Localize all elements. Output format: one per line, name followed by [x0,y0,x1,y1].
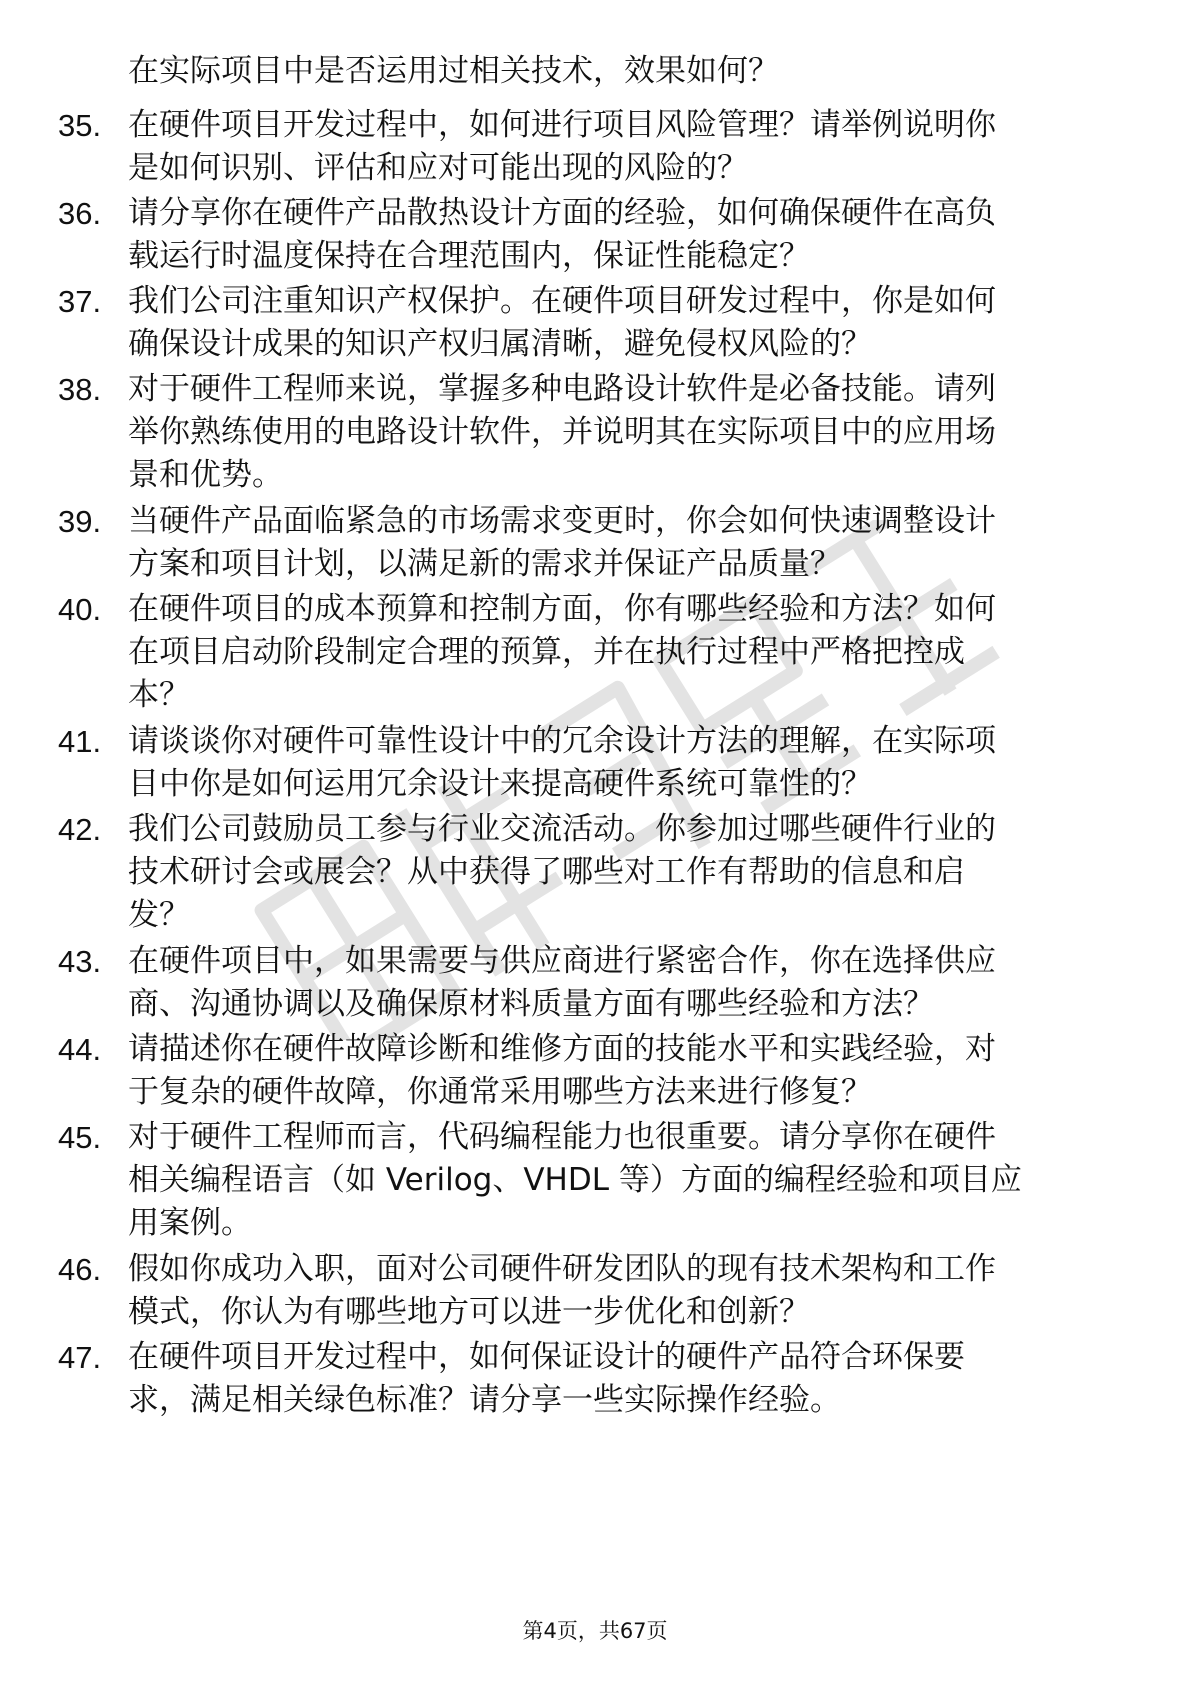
question-text [128,192,1138,278]
question-text [128,104,1138,190]
question-text-line: 本？ [128,677,190,713]
question-text [128,720,1138,806]
question-number: 38. [58,372,102,407]
question-text [128,1028,1138,1114]
question-text-line: 景和优势。 [128,457,283,493]
question-number: 47. [58,1340,102,1375]
question-text [128,280,1138,366]
question-text [128,808,1138,937]
question-number: 40. [58,592,102,627]
question-text-line: 技术研讨会或展会？从中获得了哪些对工作有帮助的信息和启 [128,854,965,890]
question-number: 45. [58,1120,102,1155]
question-text-line: 对于硬件工程师来说，掌握多种电路设计软件是必备技能。请列 [128,371,996,407]
question-number: 44. [58,1032,102,1067]
page-footer: 第4页，共67页 [522,1619,668,1643]
question-text-line: 模式，你认为有哪些地方可以进一步优化和创新？ [128,1294,810,1330]
question-text-line: 在项目启动阶段制定合理的预算，并在执行过程中严格把控成 [128,634,965,670]
question-text-line: 相关编程语言（如 Verilog、VHDL 等）方面的编程经验和项目应 [128,1162,1022,1198]
question-text-line: 确保设计成果的知识产权归属清晰，避免侵权风险的？ [128,326,872,362]
question-text-line: 对于硬件工程师而言，代码编程能力也很重要。请分享你在硬件 [128,1119,996,1155]
question-number: 35. [58,108,102,143]
question-text-line: 在硬件项目开发过程中，如何进行项目风险管理？请举例说明你 [128,107,996,143]
continuation-text: 在实际项目中是否运用过相关技术，效果如何？ [128,53,779,89]
question-number: 43. [58,944,102,979]
question-number: 39. [58,504,102,539]
question-text-line: 方案和项目计划，以满足新的需求并保证产品质量？ [128,546,841,582]
question-text [128,1116,1138,1245]
question-number: 42. [58,812,102,847]
question-text-line: 我们公司鼓励员工参与行业交流活动。你参加过哪些硬件行业的 [128,811,996,847]
question-number: 36. [58,196,102,231]
question-text-line: 请谈谈你对硬件可靠性设计中的冗余设计方法的理解，在实际项 [128,723,996,759]
question-text-line: 举你熟练使用的电路设计软件，并说明其在实际项目中的应用场 [128,414,996,450]
question-text-line: 发？ [128,897,190,933]
question-text [128,368,1138,497]
question-text-line: 是如何识别、评估和应对可能出现的风险的？ [128,150,748,186]
question-text-line: 在硬件项目的成本预算和控制方面，你有哪些经验和方法？如何 [128,591,996,627]
question-text-line: 求，满足相关绿色标准？请分享一些实际操作经验。 [128,1382,841,1418]
question-text-line: 假如你成功入职，面对公司硬件研发团队的现有技术架构和工作 [128,1251,996,1287]
question-text-line: 目中你是如何运用冗余设计来提高硬件系统可靠性的？ [128,766,872,802]
question-text-line: 于复杂的硬件故障，你通常采用哪些方法来进行修复？ [128,1074,872,1110]
question-number: 37. [58,284,102,319]
question-text-line: 当硬件产品面临紧急的市场需求变更时，你会如何快速调整设计 [128,503,996,539]
question-text-line: 用案例。 [128,1205,252,1241]
question-number: 41. [58,724,102,759]
question-text-line: 在硬件项目中，如果需要与供应商进行紧密合作，你在选择供应 [128,943,996,979]
question-text [128,588,1138,717]
question-text [128,1336,1138,1422]
question-text-line: 请分享你在硬件产品散热设计方面的经验，如何确保硬件在高负 [128,195,996,231]
question-text-line: 商、沟通协调以及确保原材料质量方面有哪些经验和方法？ [128,986,934,1022]
question-text [128,1248,1138,1334]
question-number: 46. [58,1252,102,1287]
question-text-line: 请描述你在硬件故障诊断和维修方面的技能水平和实践经验，对 [128,1031,996,1067]
question-text-line: 我们公司注重知识产权保护。在硬件项目研发过程中，你是如何 [128,283,996,319]
question-text-line: 载运行时温度保持在合理范围内，保证性能稳定？ [128,238,810,274]
question-text [128,500,1138,586]
question-text [128,940,1138,1026]
question-text-line: 在硬件项目开发过程中，如何保证设计的硬件产品符合环保要 [128,1339,965,1375]
